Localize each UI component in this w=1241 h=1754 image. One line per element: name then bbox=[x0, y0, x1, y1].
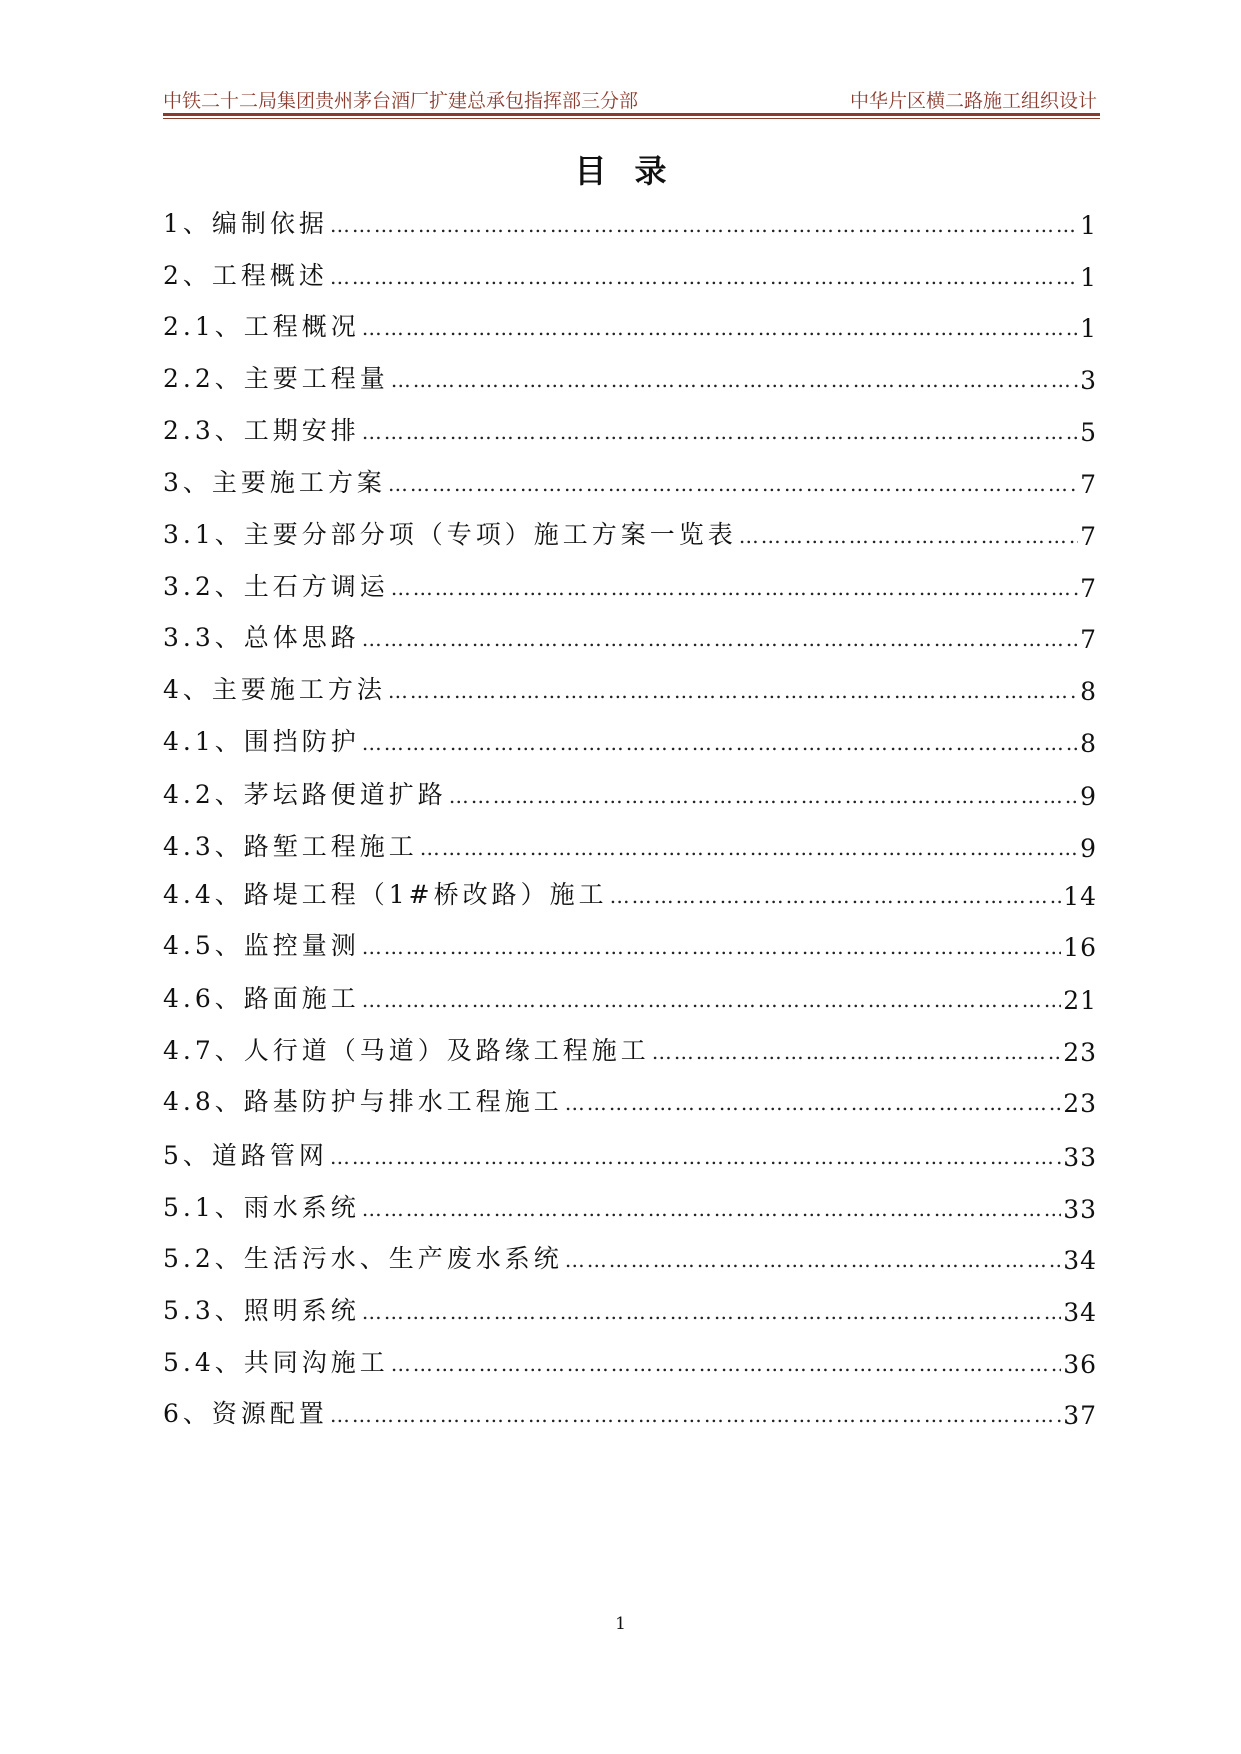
toc-entry[interactable] bbox=[163, 771, 1097, 811]
toc-dot-leader bbox=[388, 679, 1078, 706]
toc-entry-page: 14 bbox=[1063, 882, 1097, 911]
toc-entry-page: 8 bbox=[1080, 729, 1097, 758]
toc-entry-page: 33 bbox=[1063, 1143, 1097, 1172]
toc-entry[interactable] bbox=[163, 1287, 1097, 1327]
toc-entry-page: 23 bbox=[1063, 1038, 1097, 1067]
toc-entry[interactable] bbox=[163, 975, 1097, 1015]
toc-entry-label: 4.8、路基防护与排水工程施工 bbox=[163, 1087, 563, 1116]
toc-entry[interactable] bbox=[163, 1235, 1097, 1275]
toc-entry-page: 23 bbox=[1063, 1089, 1097, 1118]
toc-entry-page: 7 bbox=[1080, 522, 1097, 551]
toc-entry-page: 7 bbox=[1080, 625, 1097, 654]
toc-entry-label: 2.1、工程概况 bbox=[163, 312, 360, 341]
toc-entry[interactable] bbox=[163, 563, 1097, 603]
toc-entry[interactable] bbox=[163, 1132, 1097, 1172]
toc-entry[interactable] bbox=[163, 1027, 1097, 1067]
toc-entry-page: 9 bbox=[1080, 834, 1097, 863]
toc-entry[interactable] bbox=[163, 1390, 1097, 1430]
toc-entry-page: 7 bbox=[1080, 574, 1097, 603]
toc-entry-label: 5、道路管网 bbox=[163, 1141, 328, 1170]
toc-entry-page: 36 bbox=[1063, 1350, 1097, 1379]
toc-dot-leader bbox=[362, 988, 1061, 1015]
toc-entry-label: 3.2、土石方调运 bbox=[163, 572, 389, 601]
toc-entry-label: 5.3、照明系统 bbox=[163, 1296, 360, 1325]
toc-entry-label: 4.7、人行道（马道）及路缘工程施工 bbox=[163, 1036, 650, 1065]
toc-entry-page: 21 bbox=[1063, 986, 1097, 1015]
toc-dot-leader bbox=[391, 368, 1078, 395]
toc-entry[interactable] bbox=[163, 666, 1097, 706]
toc-dot-leader bbox=[330, 265, 1078, 292]
toc-entry[interactable] bbox=[163, 823, 1097, 863]
toc-dot-leader bbox=[388, 472, 1078, 499]
toc-dot-leader bbox=[362, 731, 1078, 758]
toc-dot-leader bbox=[610, 884, 1062, 911]
toc-dot-leader bbox=[330, 1403, 1061, 1430]
toc-entry-label: 6、资源配置 bbox=[163, 1399, 328, 1428]
toc-entry-label: 4.4、路堤工程（1#桥改路）施工 bbox=[163, 880, 608, 909]
toc-entry[interactable] bbox=[163, 459, 1097, 499]
toc-entry-page: 9 bbox=[1080, 782, 1097, 811]
toc-dot-leader bbox=[330, 1145, 1061, 1172]
toc-entry-label: 4.3、路堑工程施工 bbox=[163, 832, 418, 861]
toc-entry-label: 3.3、总体思路 bbox=[163, 623, 360, 652]
toc-entry[interactable] bbox=[163, 1339, 1097, 1379]
toc-entry[interactable] bbox=[163, 922, 1097, 962]
toc-entry[interactable] bbox=[163, 407, 1097, 447]
toc-entry-label: 4.6、路面施工 bbox=[163, 984, 360, 1013]
toc-entry-page: 37 bbox=[1063, 1401, 1097, 1430]
toc-dot-leader bbox=[362, 1300, 1061, 1327]
toc-entry-label: 3.1、主要分部分项（专项）施工方案一览表 bbox=[163, 520, 737, 549]
toc-entry-page: 1 bbox=[1080, 211, 1097, 240]
toc-entry[interactable] bbox=[163, 511, 1097, 551]
toc-entry-page: 1 bbox=[1080, 314, 1097, 343]
toc-dot-leader bbox=[391, 1352, 1061, 1379]
toc-entry-page: 34 bbox=[1063, 1298, 1097, 1327]
toc-entry[interactable] bbox=[163, 718, 1097, 758]
toc-entry-label: 4.1、围挡防护 bbox=[163, 727, 360, 756]
toc-dot-leader bbox=[362, 316, 1078, 343]
toc-entry[interactable] bbox=[163, 1078, 1097, 1118]
toc-dot-leader bbox=[362, 627, 1078, 654]
toc-entry[interactable] bbox=[163, 303, 1097, 343]
toc-entry[interactable] bbox=[163, 871, 1097, 911]
running-header bbox=[163, 86, 1097, 112]
toc-dot-leader bbox=[330, 213, 1078, 240]
toc-dot-leader bbox=[565, 1091, 1061, 1118]
header-organization: 中铁二十二局集团贵州茅台酒厂扩建总承包指挥部三分部 bbox=[163, 90, 639, 112]
toc-entry-page: 33 bbox=[1063, 1195, 1097, 1224]
toc-entry-page: 5 bbox=[1080, 418, 1097, 447]
header-rule-thin bbox=[163, 118, 1100, 119]
toc-entry-page: 16 bbox=[1063, 933, 1097, 962]
header-rule-thick bbox=[163, 113, 1100, 116]
toc-entry-label: 5.2、生活污水、生产废水系统 bbox=[163, 1244, 563, 1273]
toc-entry[interactable] bbox=[163, 614, 1097, 654]
header-document-title: 中华片区横二路施工组织设计 bbox=[849, 90, 1097, 112]
toc-entry-page: 7 bbox=[1080, 470, 1097, 499]
toc-dot-leader bbox=[449, 784, 1078, 811]
toc-dot-leader bbox=[739, 524, 1078, 551]
toc-dot-leader bbox=[362, 935, 1061, 962]
toc-title: 目录 bbox=[574, 152, 695, 190]
page-number: 1 bbox=[615, 1614, 626, 1634]
toc-entry-label: 4.5、监控量测 bbox=[163, 931, 360, 960]
toc-entry-label: 3、主要施工方案 bbox=[163, 468, 386, 497]
toc-entry-label: 1、编制依据 bbox=[163, 209, 328, 238]
toc-entry-page: 1 bbox=[1080, 263, 1097, 292]
toc-dot-leader bbox=[391, 576, 1078, 603]
toc-entry-label: 4、主要施工方法 bbox=[163, 675, 386, 704]
toc-entry-label: 4.2、茅坛路便道扩路 bbox=[163, 780, 447, 809]
toc-entry-label: 2、工程概述 bbox=[163, 261, 328, 290]
toc-entry-page: 34 bbox=[1063, 1246, 1097, 1275]
toc-dot-leader bbox=[652, 1040, 1061, 1067]
toc-entry[interactable] bbox=[163, 252, 1097, 292]
toc-dot-leader bbox=[362, 420, 1078, 447]
toc-entry[interactable] bbox=[163, 200, 1097, 240]
toc-entry[interactable] bbox=[163, 355, 1097, 395]
toc-dot-leader bbox=[362, 1197, 1061, 1224]
toc-entry-label: 5.4、共同沟施工 bbox=[163, 1348, 389, 1377]
toc-entry[interactable] bbox=[163, 1184, 1097, 1224]
toc-entry-page: 3 bbox=[1080, 366, 1097, 395]
toc-entry-label: 2.2、主要工程量 bbox=[163, 364, 389, 393]
toc-entry-page: 8 bbox=[1080, 677, 1097, 706]
toc-entry-label: 5.1、雨水系统 bbox=[163, 1193, 360, 1222]
toc-dot-leader bbox=[565, 1248, 1061, 1275]
toc-dot-leader bbox=[420, 836, 1078, 863]
toc-entry-label: 2.3、工期安排 bbox=[163, 416, 360, 445]
